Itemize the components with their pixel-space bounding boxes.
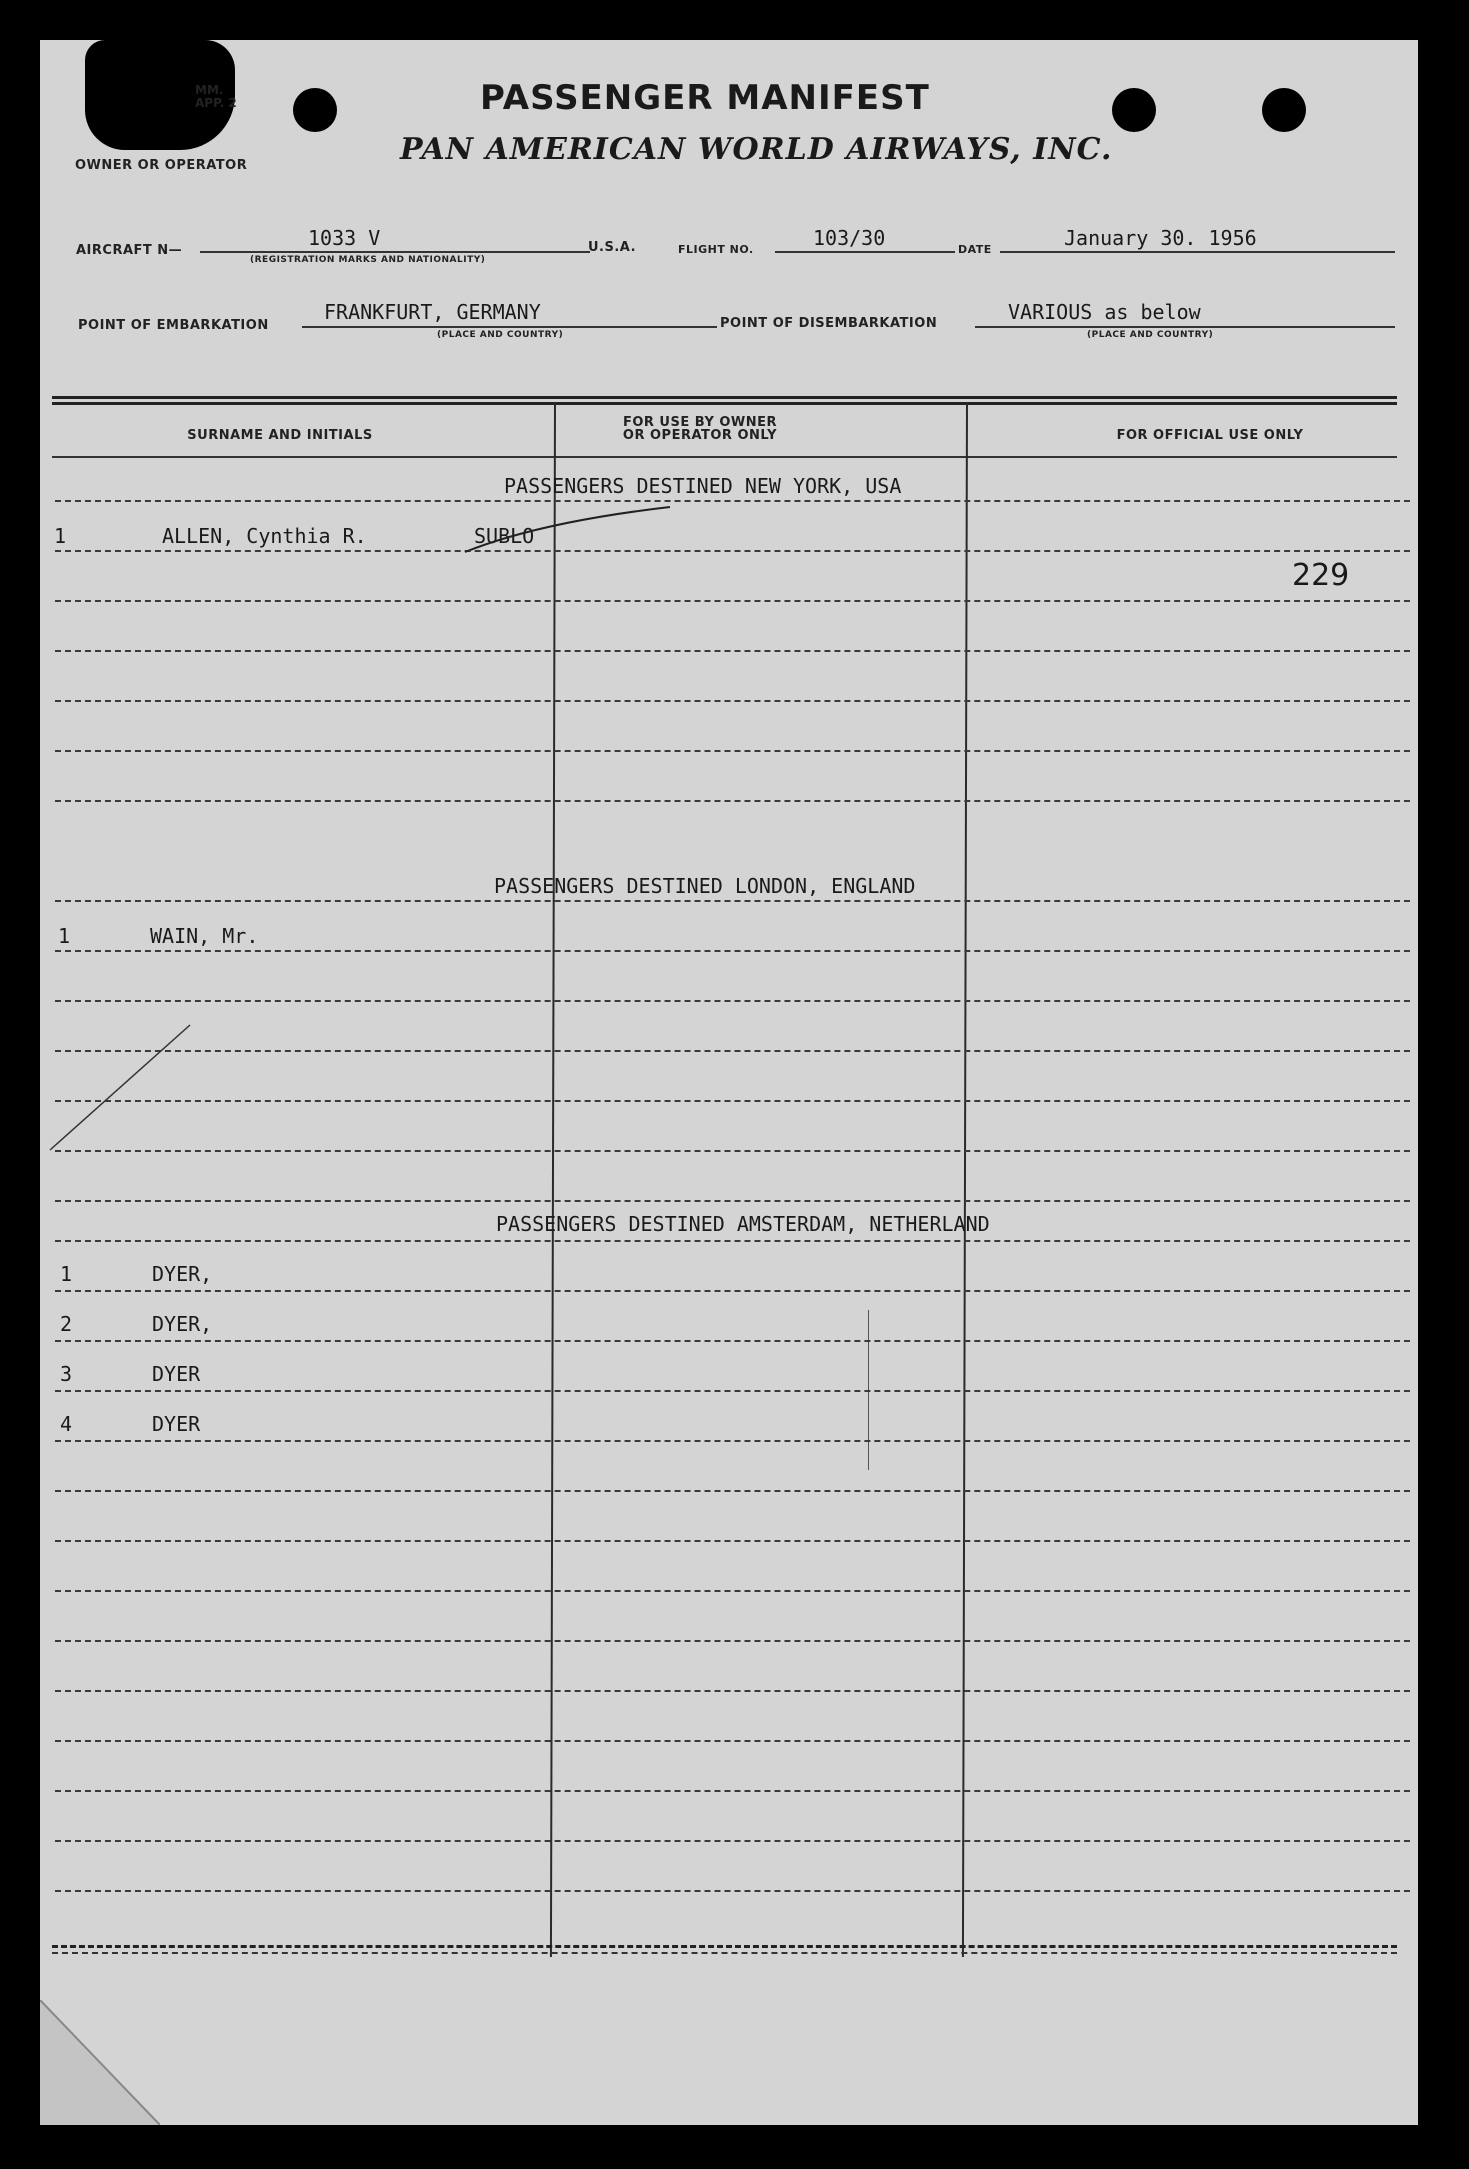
section-heading-london: PASSENGERS DESTINED LONDON, ENGLAND	[494, 874, 916, 898]
flight-underline	[775, 251, 955, 253]
column-divider-2	[962, 402, 968, 1957]
pen-stroke	[460, 502, 680, 562]
manifest-page	[40, 40, 1418, 2125]
row-line	[55, 1050, 1410, 1052]
passenger-note: SUBLO	[474, 524, 535, 548]
row-line	[55, 800, 1410, 802]
aircraft-underline	[200, 251, 590, 253]
date-value: January 30. 1956	[1064, 226, 1257, 250]
table-bottom-rule	[52, 1945, 1397, 1948]
column-divider-1	[550, 402, 556, 1957]
row-line	[55, 1590, 1410, 1592]
column-owner-use: FOR USE BY OWNER OR OPERATOR ONLY	[622, 415, 778, 443]
disembarkation-value: VARIOUS as below	[1008, 300, 1201, 324]
embarkation-underline	[302, 326, 717, 328]
date-label: DATE	[958, 243, 992, 256]
company-name: PAN AMERICAN WORLD AIRWAYS, INC.	[400, 132, 1113, 167]
disembarkation-underline	[975, 326, 1395, 328]
passenger-number: 2	[60, 1312, 73, 1336]
row-line	[55, 1840, 1410, 1842]
passenger-name: DYER	[152, 1362, 201, 1386]
embarkation-sublabel: (PLACE AND COUNTRY)	[437, 330, 564, 340]
aircraft-sublabel: (REGISTRATION MARKS AND NATIONALITY)	[250, 255, 486, 265]
passenger-number: 1	[58, 924, 71, 948]
usa-label: U.S.A.	[588, 240, 637, 255]
row-line	[55, 950, 1410, 952]
row-line	[55, 1290, 1410, 1292]
passenger-name: ALLEN, Cynthia R.	[162, 524, 367, 548]
row-line	[55, 1440, 1410, 1442]
form-code: MM. APP. 2	[195, 83, 237, 110]
column-header-rule	[52, 456, 1397, 458]
passenger-number: 4	[60, 1412, 73, 1436]
row-line	[55, 1240, 1410, 1242]
embarkation-value: FRANKFURT, GERMANY	[324, 300, 541, 324]
column-surname: SURNAME AND INITIALS	[187, 428, 373, 443]
passenger-name: WAIN, Mr.	[150, 924, 259, 948]
page-title: PASSENGER MANIFEST	[480, 78, 930, 118]
table-bottom-rule-2	[52, 1952, 1397, 1954]
row-line	[55, 1540, 1410, 1542]
disembarkation-label: POINT OF DISEMBARKATION	[720, 316, 938, 331]
passenger-name: DYER	[152, 1412, 201, 1436]
row-line	[55, 700, 1410, 702]
row-line	[55, 900, 1410, 902]
section-heading-new-york: PASSENGERS DESTINED NEW YORK, USA	[504, 474, 902, 498]
row-line	[55, 500, 1410, 502]
passenger-number: 1	[60, 1262, 73, 1286]
column-official-use: FOR OFFICIAL USE ONLY	[1116, 428, 1304, 443]
row-line	[55, 1340, 1410, 1342]
row-line	[55, 1100, 1410, 1102]
date-underline	[1000, 251, 1395, 253]
passenger-number: 1	[54, 524, 67, 548]
punch-hole-left	[293, 88, 337, 132]
embarkation-label: POINT OF EMBARKATION	[78, 318, 269, 333]
row-line	[55, 1790, 1410, 1792]
row-line	[55, 1490, 1410, 1492]
row-line	[55, 750, 1410, 752]
flight-value: 103/30	[813, 226, 886, 250]
pen-stroke	[40, 1020, 200, 1160]
punch-hole-right-1	[1112, 88, 1156, 132]
row-line	[55, 1390, 1410, 1392]
disembarkation-sublabel: (PLACE AND COUNTRY)	[1087, 330, 1214, 340]
flight-label: FLIGHT NO.	[678, 243, 754, 256]
row-line	[55, 1640, 1410, 1642]
section-heading-amsterdam: PASSENGERS DESTINED AMSTERDAM, NETHERLAND	[496, 1212, 990, 1236]
row-line	[55, 1000, 1410, 1002]
aircraft-label: AIRCRAFT N—	[76, 243, 183, 258]
page-number: 229	[1292, 558, 1350, 593]
row-line	[55, 600, 1410, 602]
table-top-rule-2	[52, 402, 1397, 405]
folded-corner	[40, 2000, 160, 2125]
row-line	[55, 650, 1410, 652]
owner-operator-label: OWNER OR OPERATOR	[75, 158, 248, 173]
row-line	[55, 1740, 1410, 1742]
table-top-rule	[52, 396, 1397, 399]
row-line	[55, 1890, 1410, 1892]
row-line	[55, 1690, 1410, 1692]
row-line	[55, 550, 1410, 552]
passenger-name: DYER,	[152, 1312, 213, 1336]
aircraft-value: 1033 V	[308, 226, 381, 250]
row-line	[55, 1200, 1410, 1202]
passenger-number: 3	[60, 1362, 73, 1386]
passenger-name: DYER,	[152, 1262, 213, 1286]
punch-hole-right-2	[1262, 88, 1306, 132]
row-line	[55, 1150, 1410, 1152]
